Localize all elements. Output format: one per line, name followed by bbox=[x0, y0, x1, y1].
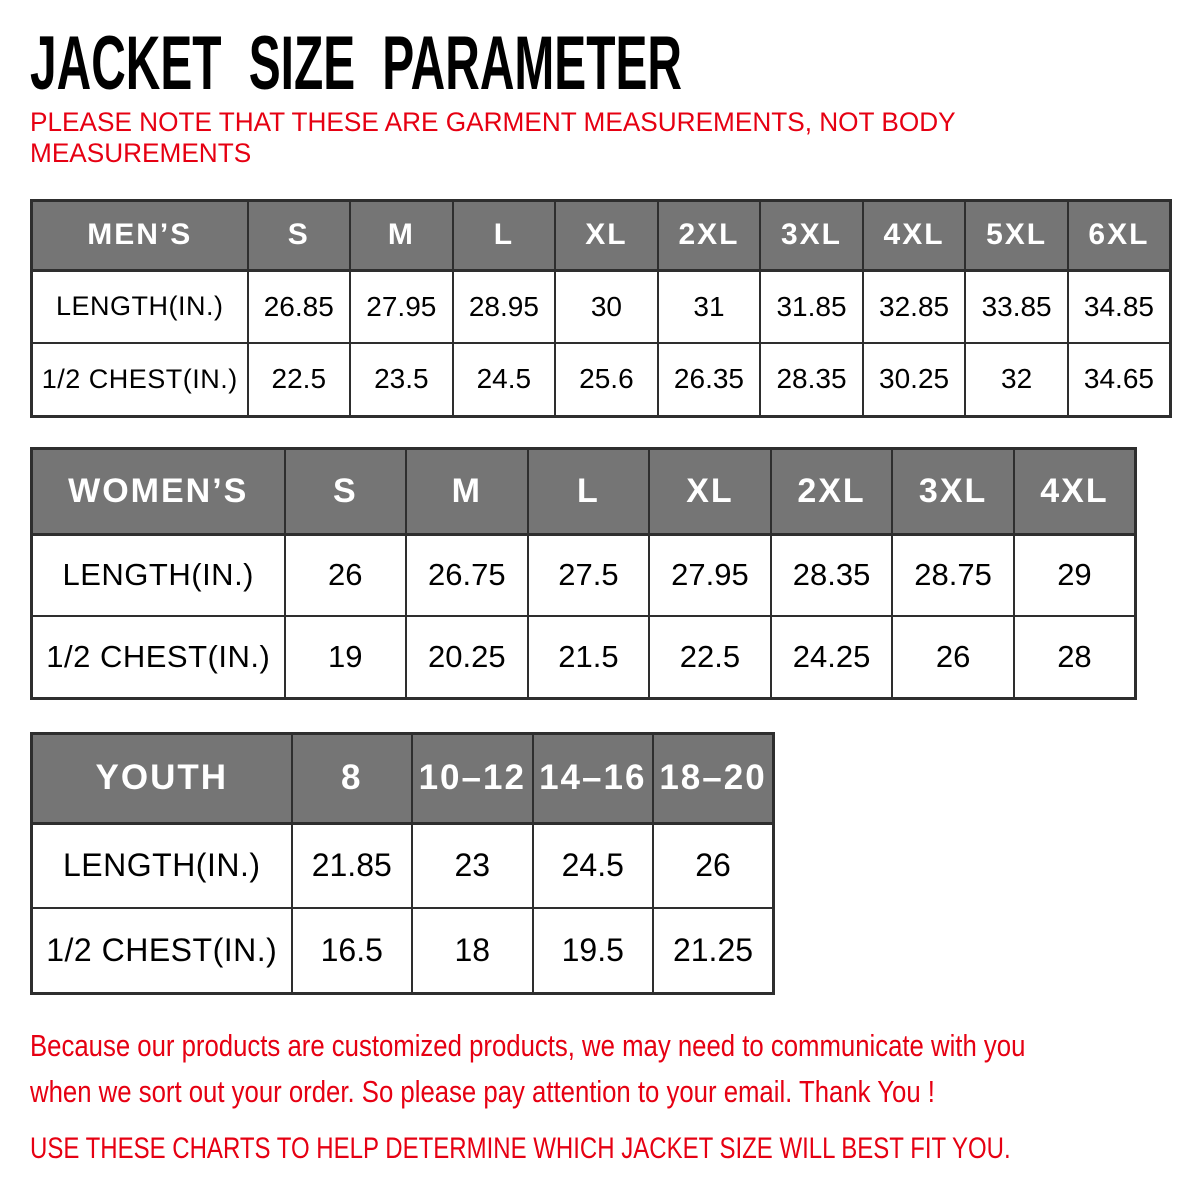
value-cell: 28.35 bbox=[760, 343, 863, 416]
size-header-cell: 5XL bbox=[965, 200, 1068, 270]
garment-measurement-note bbox=[30, 107, 1172, 170]
size-header-cell: 2XL bbox=[658, 200, 761, 270]
customization-notice-line: when we sort out your order. So please pay attention to your email. Thank You ! bbox=[30, 1074, 935, 1110]
size-header-cell: 18–20 bbox=[653, 733, 774, 823]
womens-size-table bbox=[30, 447, 1137, 700]
customization-notice bbox=[30, 1023, 1172, 1116]
value-cell: 32.85 bbox=[863, 270, 966, 343]
table-title-cell: WOMEN’S bbox=[32, 448, 285, 534]
size-header-cell: S bbox=[248, 200, 351, 270]
size-header-cell: 10–12 bbox=[412, 733, 533, 823]
size-header-cell: 4XL bbox=[863, 200, 966, 270]
value-cell: 22.5 bbox=[649, 616, 771, 698]
size-header-cell: 6XL bbox=[1068, 200, 1171, 270]
size-header-cell: 14–16 bbox=[533, 733, 654, 823]
value-cell: 18 bbox=[412, 908, 533, 993]
row-label-cell: 1/2 CHEST(IN.) bbox=[32, 616, 285, 698]
value-cell: 26.75 bbox=[406, 534, 528, 616]
table-row bbox=[32, 823, 774, 908]
header-row bbox=[32, 733, 774, 823]
size-header-cell: M bbox=[406, 448, 528, 534]
size-header-cell: 4XL bbox=[1014, 448, 1136, 534]
value-cell: 19.5 bbox=[533, 908, 654, 993]
value-cell: 23.5 bbox=[350, 343, 453, 416]
value-cell: 24.5 bbox=[533, 823, 654, 908]
size-header-cell: 3XL bbox=[760, 200, 863, 270]
value-cell: 22.5 bbox=[248, 343, 351, 416]
size-header-cell: XL bbox=[649, 448, 771, 534]
row-label-cell: LENGTH(IN.) bbox=[32, 534, 285, 616]
table-row bbox=[32, 616, 1136, 698]
value-cell: 31.85 bbox=[760, 270, 863, 343]
value-cell: 24.5 bbox=[453, 343, 556, 416]
table-row bbox=[32, 534, 1136, 616]
size-header-cell: M bbox=[350, 200, 453, 270]
value-cell: 32 bbox=[965, 343, 1068, 416]
value-cell: 24.25 bbox=[771, 616, 893, 698]
size-header-cell: 8 bbox=[292, 733, 413, 823]
header-row bbox=[32, 448, 1136, 534]
customization-notice-line: Because our products are customized products, we may need to communicate with you bbox=[30, 1027, 1026, 1063]
value-cell: 28.75 bbox=[892, 534, 1014, 616]
table-title-cell: MEN’S bbox=[32, 200, 248, 270]
row-label-cell: 1/2 CHEST(IN.) bbox=[32, 908, 292, 993]
value-cell: 27.95 bbox=[649, 534, 771, 616]
value-cell: 27.5 bbox=[528, 534, 650, 616]
note-line: PLEASE NOTE THAT THESE ARE GARMENT MEASUREMENTS, NOT BODY bbox=[30, 107, 956, 137]
table-row bbox=[32, 343, 1171, 416]
size-header-cell: L bbox=[453, 200, 556, 270]
value-cell: 21.25 bbox=[653, 908, 774, 993]
chart-usage-instruction-line: USE THESE CHARTS TO HELP DETERMINE WHICH JACKET SIZE WILL BEST FIT YOU. bbox=[30, 1131, 1011, 1165]
size-header-cell: 3XL bbox=[892, 448, 1014, 534]
value-cell: 33.85 bbox=[965, 270, 1068, 343]
value-cell: 16.5 bbox=[292, 908, 413, 993]
value-cell: 31 bbox=[658, 270, 761, 343]
size-header-cell: L bbox=[528, 448, 650, 534]
value-cell: 23 bbox=[412, 823, 533, 908]
value-cell: 26.85 bbox=[248, 270, 351, 343]
value-cell: 21.5 bbox=[528, 616, 650, 698]
value-cell: 29 bbox=[1014, 534, 1136, 616]
value-cell: 34.85 bbox=[1068, 270, 1171, 343]
row-label-cell: LENGTH(IN.) bbox=[32, 270, 248, 343]
value-cell: 21.85 bbox=[292, 823, 413, 908]
value-cell: 20.25 bbox=[406, 616, 528, 698]
value-cell: 26 bbox=[653, 823, 774, 908]
row-label-cell: LENGTH(IN.) bbox=[32, 823, 292, 908]
value-cell: 26.35 bbox=[658, 343, 761, 416]
table-row bbox=[32, 908, 774, 993]
chart-usage-instruction bbox=[30, 1128, 1172, 1170]
note-line: MEASUREMENTS bbox=[30, 138, 252, 169]
value-cell: 19 bbox=[285, 616, 407, 698]
value-cell: 30 bbox=[555, 270, 658, 343]
youth-size-table bbox=[30, 732, 775, 995]
row-label-cell: 1/2 CHEST(IN.) bbox=[32, 343, 248, 416]
value-cell: 27.95 bbox=[350, 270, 453, 343]
value-cell: 26 bbox=[892, 616, 1014, 698]
header-row bbox=[32, 200, 1171, 270]
value-cell: 28 bbox=[1014, 616, 1136, 698]
size-header-cell: 2XL bbox=[771, 448, 893, 534]
table-row bbox=[32, 270, 1171, 343]
value-cell: 30.25 bbox=[863, 343, 966, 416]
value-cell: 26 bbox=[285, 534, 407, 616]
size-header-cell: S bbox=[285, 448, 407, 534]
size-header-cell: XL bbox=[555, 200, 658, 270]
value-cell: 28.35 bbox=[771, 534, 893, 616]
value-cell: 28.95 bbox=[453, 270, 556, 343]
value-cell: 34.65 bbox=[1068, 343, 1171, 416]
table-title-cell: YOUTH bbox=[32, 733, 292, 823]
mens-size-table bbox=[30, 199, 1172, 418]
page-title: JACKET SIZE PARAMETER bbox=[30, 21, 682, 106]
value-cell: 25.6 bbox=[555, 343, 658, 416]
